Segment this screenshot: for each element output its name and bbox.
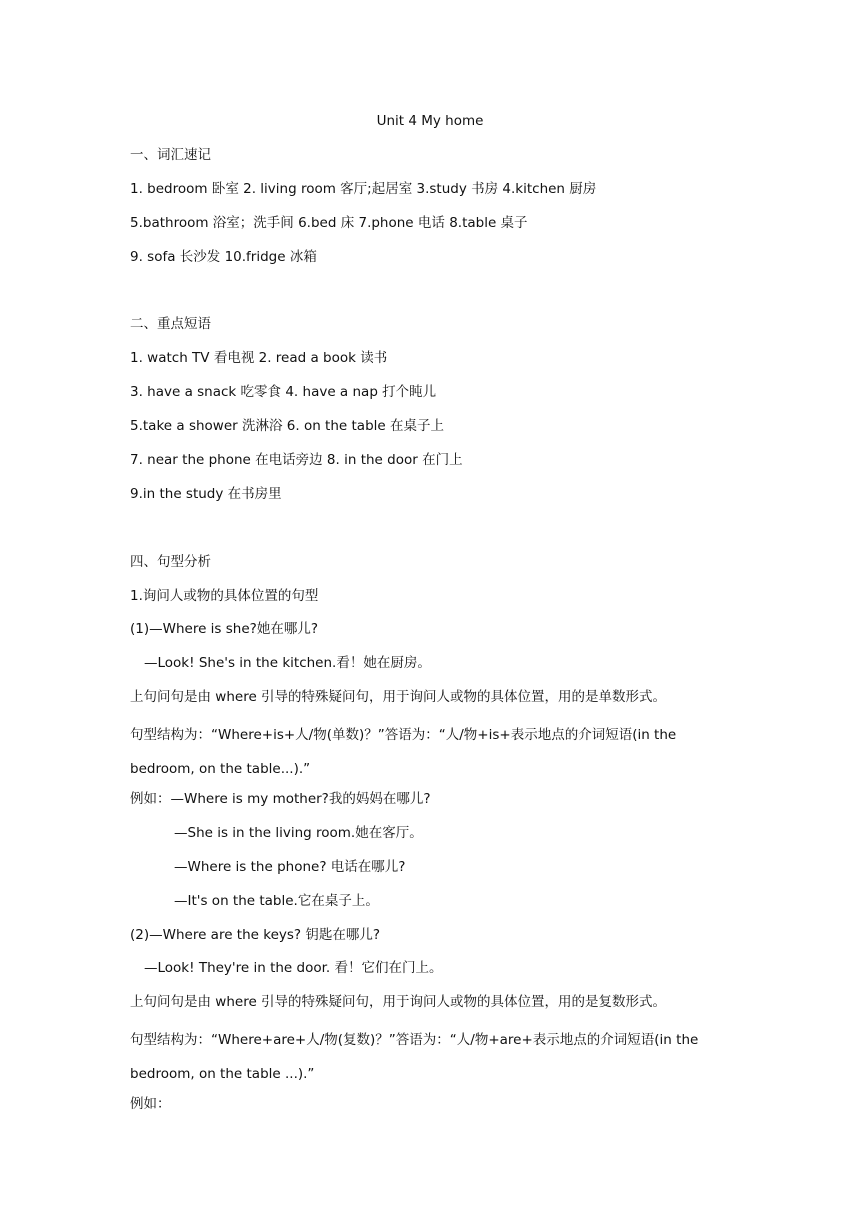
phrase-line: 1. watch TV 看电视 2. read a book 读书: [130, 350, 388, 367]
phrases-heading: 二、重点短语: [130, 316, 211, 333]
sentences-subheading: 1.询问人或物的具体位置的句型: [130, 587, 319, 604]
example-question: (2)—Where are the keys? 钥匙在哪儿?: [130, 926, 381, 943]
example-answer: —Look! She's in the kitchen.看！她在厨房。: [144, 655, 431, 672]
blank-line: [130, 516, 742, 550]
example-line: —It's on the table.它在桌子上。: [174, 892, 379, 909]
structure-line: 句型结构为：“Where+is+人/物(单数)？”答语为：“人/物+is+表示地点的介词短语(in the bedroom, on the table...).”: [130, 727, 677, 778]
example-label-line: 例如：: [130, 1096, 171, 1112]
example-line: —She is in the living room.她在客厅。: [174, 824, 423, 841]
phrase-line: 5.take a shower 洗淋浴 6. on the table 在桌子上: [130, 418, 444, 435]
example-label-line: 例如：—Where is my mother?我的妈妈在哪儿?: [130, 790, 431, 807]
example-answer: —Look! They're in the door. 看！它们在门上。: [144, 960, 443, 977]
explanation-line: 上句问句是由 where 引导的特殊疑问句，用于询问人或物的具体位置，用的是复数形式。: [130, 994, 667, 1011]
phrase-line: 7. near the phone 在电话旁边 8. in the door 在门上: [130, 452, 463, 469]
blank-line: [130, 279, 742, 313]
vocab-line: 9. sofa 长沙发 10.fridge 冰箱: [130, 248, 317, 265]
document-title: Unit 4 My home: [376, 113, 484, 129]
example-question: (1)—Where is she?她在哪儿?: [130, 621, 318, 638]
sentences-heading: 四、句型分析: [130, 553, 211, 570]
phrase-line: 3. have a snack 吃零食 4. have a nap 打个盹儿: [130, 384, 437, 401]
vocab-line: 1. bedroom 卧室 2. living room 客厅;起居室 3.study 书房 4.kitchen 厨房: [130, 180, 597, 197]
document-body: [130, 143, 742, 1126]
example-line: —Where is the phone? 电话在哪儿?: [174, 858, 406, 875]
phrase-line: 9.in the study 在书房里: [130, 485, 282, 502]
vocab-line: 5.bathroom 浴室；洗手间 6.bed 床 7.phone 电话 8.table 桌子: [130, 214, 528, 231]
explanation-line: 上句问句是由 where 引导的特殊疑问句，用于询问人或物的具体位置，用的是单数形式。: [130, 689, 667, 706]
vocab-heading: 一、词汇速记: [130, 147, 211, 163]
structure-line: 句型结构为：“Where+are+人/物(复数)？”答语为：“人/物+are+表示地点的介词短语(in the bedroom, on the table ...).”: [130, 1032, 699, 1083]
